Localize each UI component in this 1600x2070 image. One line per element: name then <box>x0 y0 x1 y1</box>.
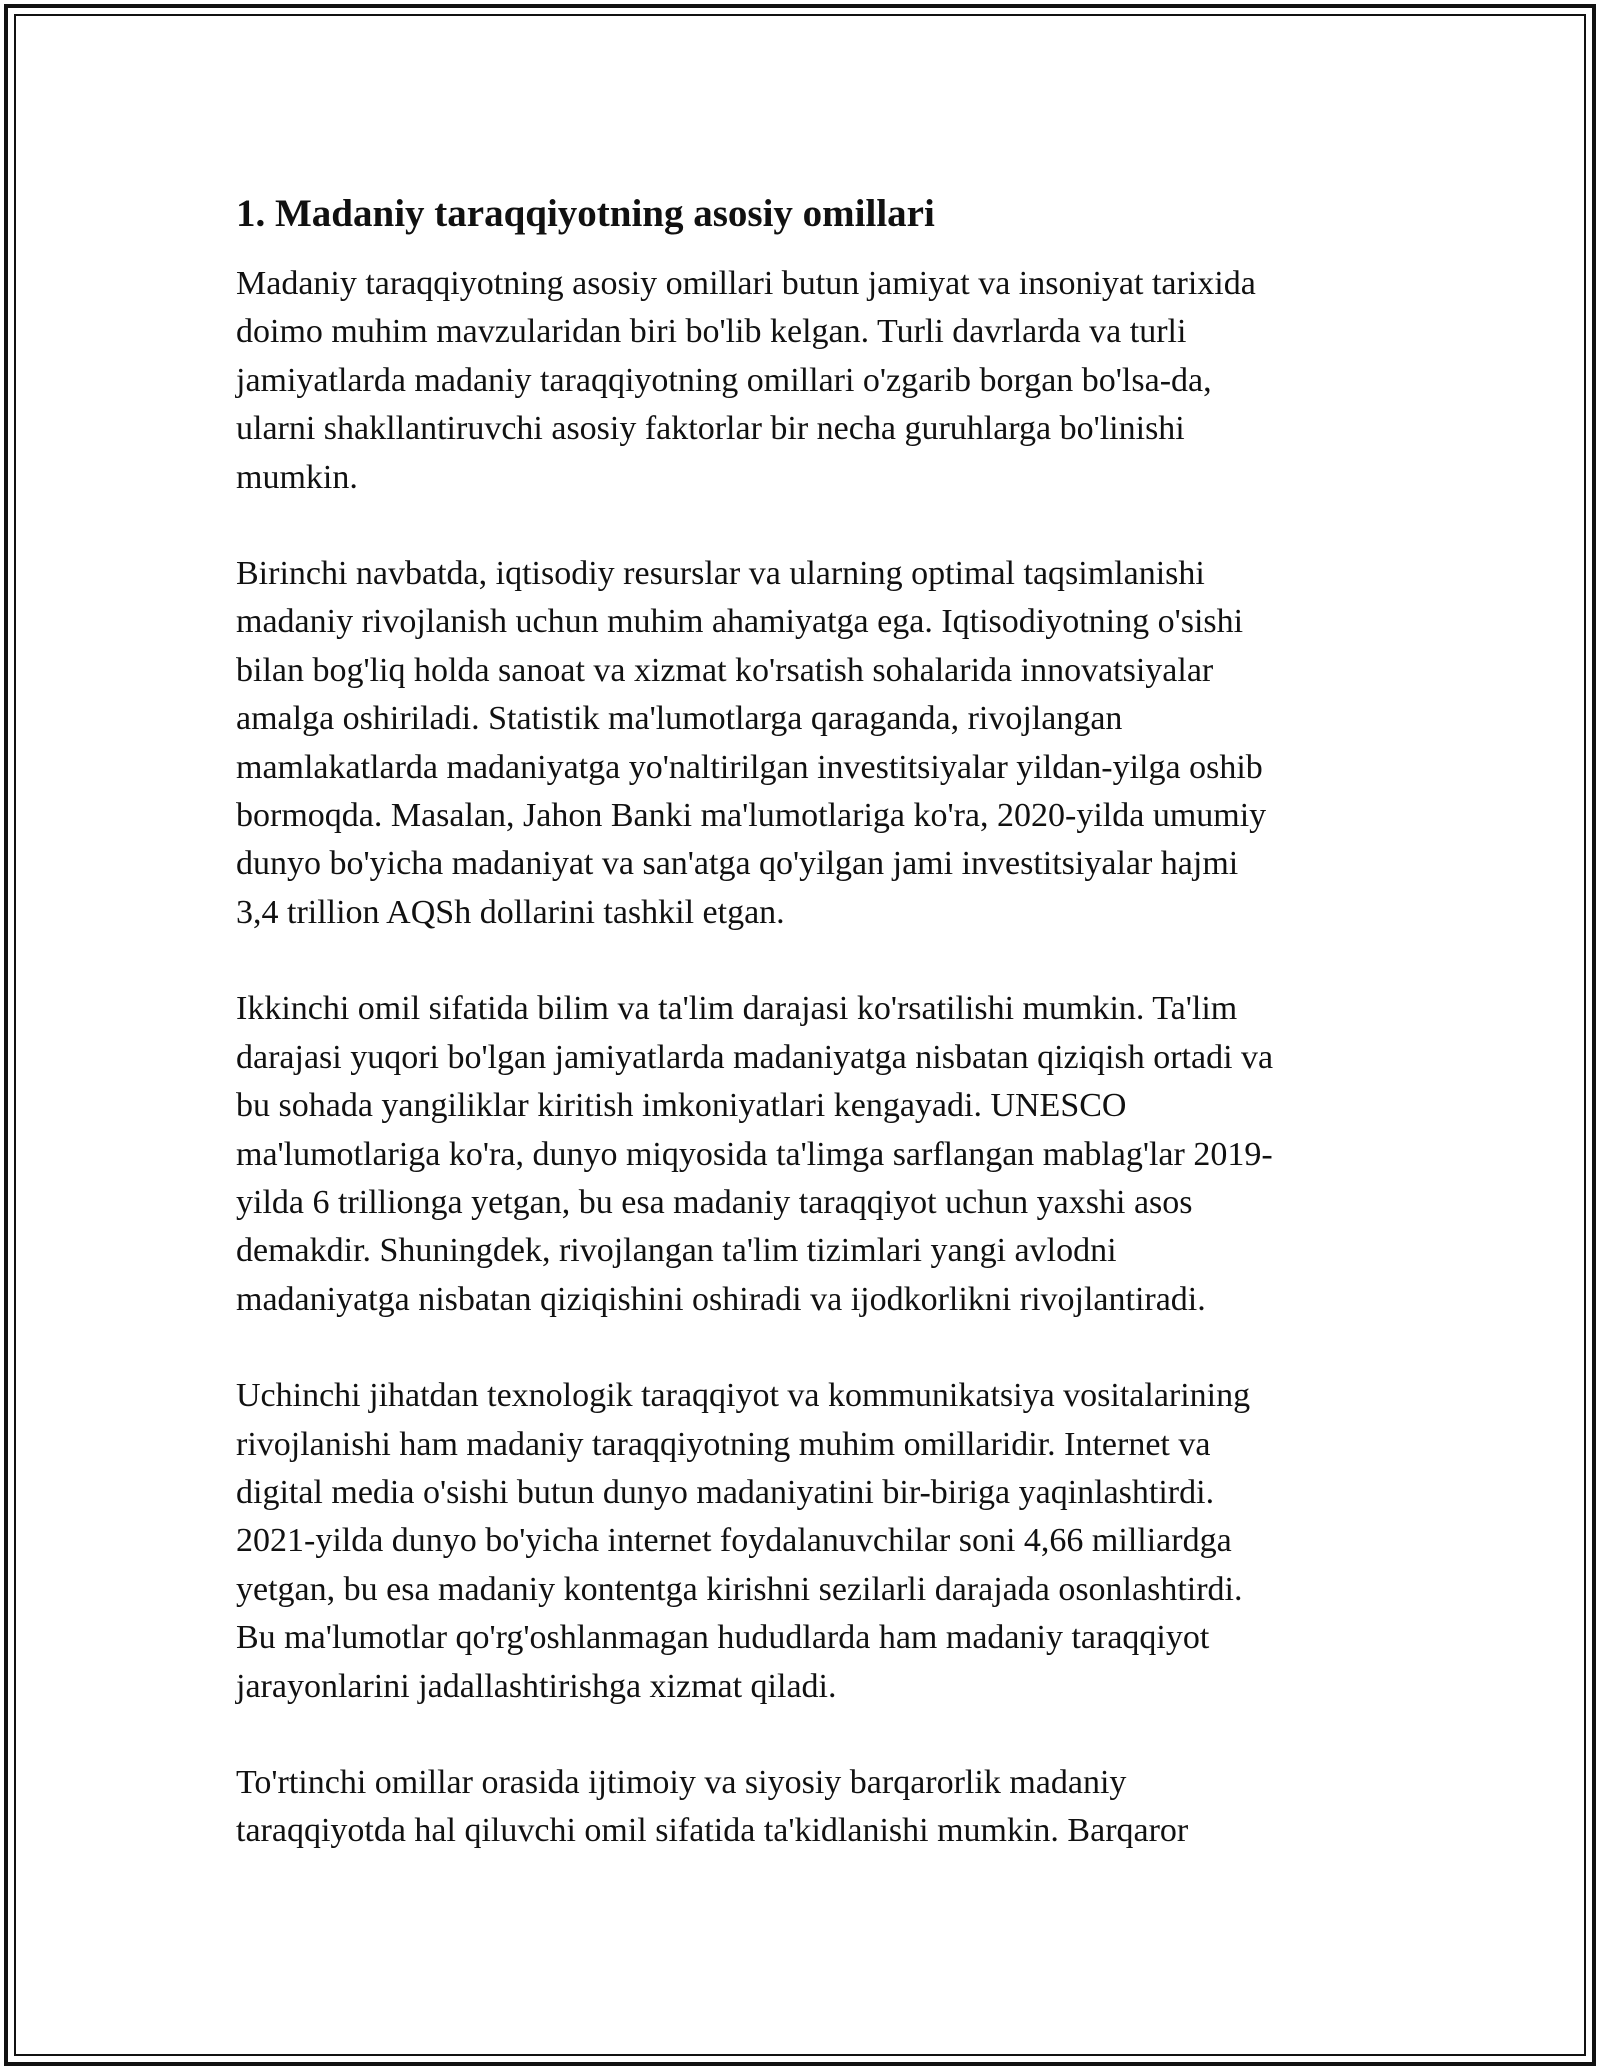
document-body <box>236 188 1356 1856</box>
section-heading: 1. Madaniy taraqqiyotning asosiy omillari <box>236 192 935 235</box>
paragraph-stability-factor: To'rtinchi omillar orasida ijtimoiy va siyosiy barqarorlik madaniy taraqqiyotda hal qiluvchi omil sifatida ta'kidlanishi mumkin. Barqaror <box>236 1763 1189 1850</box>
paragraph-technology-factor: Uchinchi jihatdan texnologik taraqqiyot va kommunikatsiya vositalarining rivojlanishi ham madaniy taraqqiyotning muhim omillaridir. Internet va digital media o'sishi butun dunyo madaniyatini bir-biriga yaqinlashtirdi. 2021-yilda dunyo bo'yicha internet foydalanuvchilar soni 4,66 milliardga yetgan, bu esa madaniy kontentga kirishni sezilarli darajada osonlashtirdi. Bu ma'lumotlar qo'rg'oshlanmagan hududlarda ham madaniy taraqqiyot jarayonlarini jadallashtirishga xizmat qiladi. <box>236 1377 1251 1705</box>
paragraph-intro: Madaniy taraqqiyotning asosiy omillari butun jamiyat va insoniyat tarixida doimo muhim mavzularidan biri bo'lib kelgan. Turli davrlarda va turli jamiyatlarda madaniy taraqqiyotning omillari o'zgarib borgan bo'lsa-da, ularni shakllantiruvchi asosiy faktorlar bir necha guruhlarga bo'linishi mumkin. <box>236 265 1256 496</box>
paragraph-education-factor: Ikkinchi omil sifatida bilim va ta'lim darajasi ko'rsatilishi mumkin. Ta'lim darajasi yuqori bo'lgan jamiyatlarda madaniyatga nisbatan qiziqish ortadi va bu sohada yangiliklar kiritish imkoniyatlari kengayadi. UNESCO ma'lumotlariga ko'ra, dunyo miqyosida ta'limga sarflangan mablag'lar 2019- yilda 6 trillionga yetgan, bu esa madaniy taraqqiyot uchun yaxshi asos demakdir. Shuningdek, rivojlangan ta'lim tizimlari yangi avlodni madaniyatga nisbatan qiziqishini oshiradi va ijodkorlikni rivojlantiradi. <box>236 990 1274 1318</box>
paragraph-economic-factor: Birinchi navbatda, iqtisodiy resurslar va ularning optimal taqsimlanishi madaniy rivojlanish uchun muhim ahamiyatga ega. Iqtisodiyotning o'sishi bilan bog'liq holda sanoat va xizmat ko'rsatish sohalarida innovatsiyalar amalga oshiriladi. Statistik ma'lumotlarga qaraganda, rivojlangan mamlakatlarda madaniyatga yo'naltirilgan investitsiyalar yildan-yilga oshib bormoqda. Masalan, Jahon Banki ma'lumotlariga ko'ra, 2020-yilda umumiy dunyo bo'yicha madaniyat va san'atga qo'yilgan jami investitsiyalar hajmi 3,4 trillion AQSh dollarini tashkil etgan. <box>236 555 1267 931</box>
